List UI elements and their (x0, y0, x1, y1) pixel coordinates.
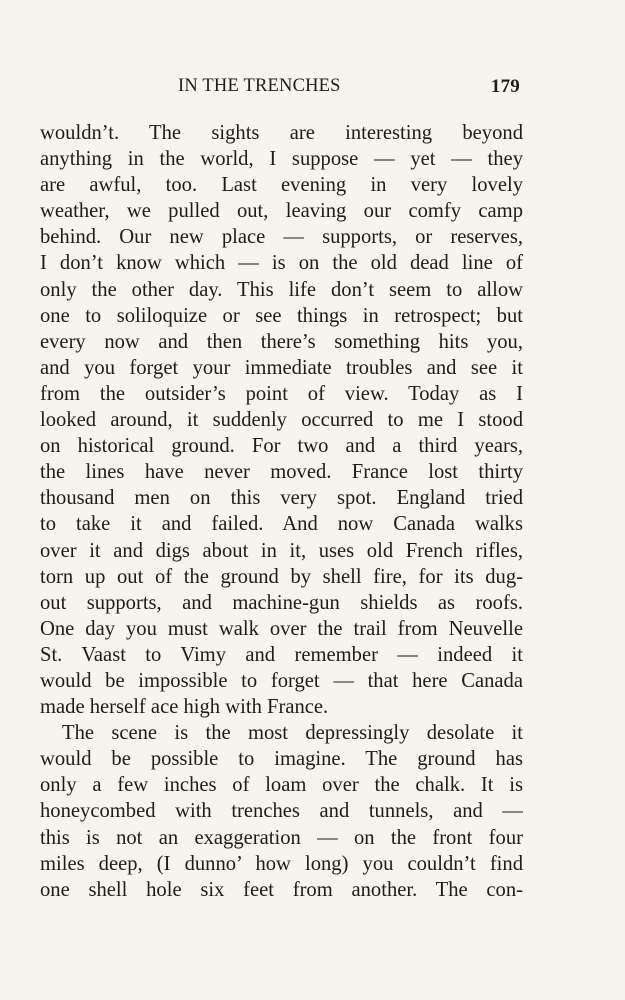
text-line: weather, we pulled out, leaving our comfy camp (40, 200, 523, 223)
body-text (40, 120, 523, 903)
text-line: on historical ground. For two and a third years, (40, 435, 523, 458)
text-line: honeycombed with trenches and tunnels, and — (40, 800, 523, 823)
text-line: anything in the world, I suppose — yet — they (40, 148, 523, 171)
text-line: over it and digs about in it, uses old French rifles, (40, 539, 523, 562)
text-line: from the outsider’s point of view. Today as I (40, 382, 523, 405)
text-line: the lines have never moved. France lost thirty (40, 461, 523, 484)
text-line: behind. Our new place — supports, or reserves, (40, 226, 523, 249)
text-line: are awful, too. Last evening in very lovely (40, 174, 523, 197)
text-line: made herself ace high with France. (40, 696, 329, 719)
text-line: miles deep, (I dunno’ how long) you couldn’t find (40, 852, 523, 875)
text-line: thousand men on this very spot. England tried (40, 487, 523, 510)
text-line: every now and then there’s something hits you, (40, 330, 523, 353)
text-line: torn up out of the ground by shell fire, for its dug- (40, 565, 523, 588)
paragraph (40, 720, 523, 903)
text-line: I don’t know which — is on the old dead line of (40, 252, 523, 275)
text-line: only a few inches of loam over the chalk. It is (40, 774, 523, 797)
text-line: St. Vaast to Vimy and remember — indeed it (40, 643, 523, 666)
text-line: and you forget your immediate troubles and see it (40, 356, 523, 379)
running-header (40, 76, 520, 104)
text-line: wouldn’t. The sights are interesting beyond (40, 122, 523, 144)
text-line: only the other day. This life don’t seem to allow (40, 278, 523, 301)
text-line: out supports, and machine-gun shields as roofs. (40, 591, 523, 614)
page-number: 179 (490, 76, 520, 97)
text-line: to take it and failed. And now Canada walks (40, 513, 523, 536)
text-line: would be impossible to forget — that here Canada (40, 669, 523, 692)
text-line: one shell hole six feet from another. The con- (40, 878, 523, 901)
paragraph (40, 120, 523, 720)
running-title: IN THE TRENCHES (178, 76, 341, 96)
text-line: this is not an exaggeration — on the front four (40, 826, 523, 849)
text-line: would be possible to imagine. The ground has (40, 748, 523, 771)
text-line: one to soliloquize or see things in retrospect; but (40, 304, 523, 327)
text-line: looked around, it suddenly occurred to me I stood (40, 409, 523, 432)
text-line: One day you must walk over the trail from Neuvelle (40, 617, 523, 640)
text-line: The scene is the most depressingly desolate it (62, 722, 523, 745)
